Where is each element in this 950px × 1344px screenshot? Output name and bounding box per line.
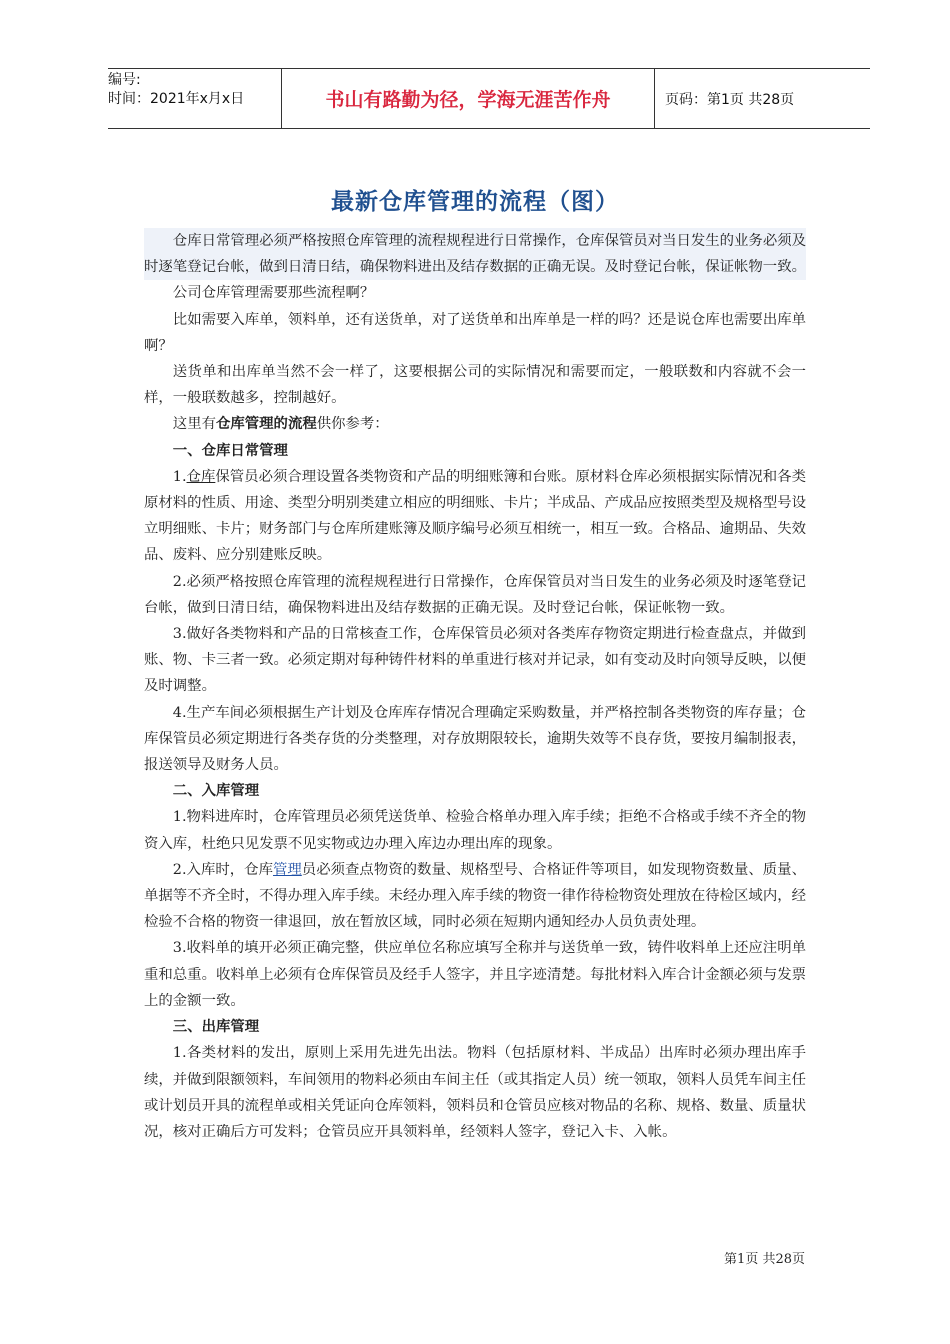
s2-item-2: [144, 857, 806, 936]
s2-item-3: 3.收料单的填开必须正确完整，供应单位名称应填写全称并与送货单一致，铸件收料单上还应注明单重和总重。收料单上必须有仓库保管员及经手人签字，并且字迹清楚。每批材料入库合计金额必须与发票上的金额一致。: [144, 940, 806, 1009]
s2-item-1: 1.物料进库时，仓库管理员必须凭送货单、检验合格单办理入库手续；拒绝不合格或手续不齐全的物资入库，杜绝只见发票不见实物或边办理入库边办理出库的现象。: [144, 809, 806, 852]
s1-i1-link[interactable]: 仓库: [186, 468, 216, 485]
header-meta: [108, 69, 281, 128]
intro-paragraph-2: 公司仓库管理需要那些流程啊？: [172, 285, 375, 302]
section-heading-1: 一、仓库日常管理: [172, 441, 288, 459]
intro-p5-bold: 仓库管理的流程: [215, 415, 317, 433]
intro-p5-post: 供你参考：: [316, 416, 389, 433]
s2-i2-post: 员必须查点物资的数量、规格型号、合格证件等项目，如发现物资数量、质量、单据等不齐全时，不得办理入库手续。未经办理入库手续的物资一律作待检物资处理放在待检区域内，经检验不合格的物资一律退回，放在暂放区域，同时必须在短期内通知经办人员负责处理。: [144, 861, 806, 931]
document-body: [144, 228, 806, 1145]
section-heading-3: 三、出库管理: [172, 1018, 260, 1036]
section-heading-2: 二、入库管理: [172, 782, 260, 800]
intro-p5-pre: 这里有: [172, 416, 216, 433]
s3-item-1: 1.各类材料的发出，原则上采用先进先出法。物料（包括原材料、半成品）出库时必须办理出库手续，并做到限额领料，车间领用的物料必须由车间主任（或其指定人员）统一领取，领料人员凭车间主任或计划员开具的流程单或相关凭证向仓库领料，领料员和仓管员应核对物品的名称、规格、数量、质量状况，核对正确后方可发料；仓管员应开具领料单，经领料人签字，登记入卡、入帐。: [144, 1045, 806, 1140]
intro-paragraph-5: [144, 411, 806, 437]
number-label: 编号:: [108, 72, 141, 88]
s1-i1-pre: 1.: [172, 468, 187, 485]
page-footer: 第1页 共28页: [724, 1252, 805, 1267]
intro-paragraph-4: 送货单和出库单当然不会一样了，这要根据公司的实际情况和需要而定，一般联数和内容就不会一样，一般联数越多，控制越好。: [144, 364, 806, 407]
s1-item-3: 3.做好各类物料和产品的日常核查工作，仓库保管员必须对各类库存物资定期进行检查盘点，并做到账、物、卡三者一致。必须定期对每种铸件材料的单重进行核对并记录，如有变动及时向领导反映，以便及时调整。: [144, 626, 806, 695]
header-page-info: 页码：第1页 共28页: [665, 91, 795, 108]
s1-item-2: 2.必须严格按照仓库管理的流程规程进行日常操作，仓库保管员对当日发生的业务必须及时逐笔登记台帐，做到日清日结，确保物料进出及结存数据的正确无误。及时登记台帐，保证帐物一致。: [144, 573, 806, 616]
s1-i1-post: 保管员必须合理设置各类物资和产品的明细账簿和台账。原材料仓库必须根据实际情况和各类原材料的性质、用途、类型分明别类建立相应的明细账、卡片；半成品、产成品应按照类型及规格型号设立明细账、卡片；财务部门与仓库所建账簿及顺序编号必须互相统一，相互一致。合格品、逾期品、失效品、废料、应分别建账反映。: [144, 468, 806, 564]
s1-item-1: [144, 464, 806, 569]
header-motto: 书山有路勤为径，学海无涯苦作舟: [281, 69, 655, 128]
s2-i2-link[interactable]: 管理: [272, 861, 302, 878]
intro-paragraph-1: 仓库日常管理必须严格按照仓库管理的流程规程进行日常操作，仓库保管员对当日发生的业务必须及时逐笔登记台帐，做到日清日结，确保物料进出及结存数据的正确无误。及时登记台帐，保证帐物一致。: [144, 228, 806, 280]
s2-i2-pre: 2.入库时，仓库: [172, 861, 273, 878]
page-header: [108, 68, 870, 129]
time-label: 时间：2021年x月x日: [108, 91, 245, 107]
document-title: 最新仓库管理的流程（图）: [331, 189, 619, 215]
s1-item-4: 4.生产车间必须根据生产计划及仓库库存情况合理确定采购数量，并严格控制各类物资的库存量；仓库保管员必须定期进行各类存货的分类整理，对存放期限较长，逾期失效等不良存货，要按月编制报表，报送领导及财务人员。: [144, 704, 806, 774]
intro-paragraph-3: 比如需要入库单，领料单，还有送货单，对了送货单和出库单是一样的吗？还是说仓库也需要出库单啊？: [144, 311, 806, 354]
